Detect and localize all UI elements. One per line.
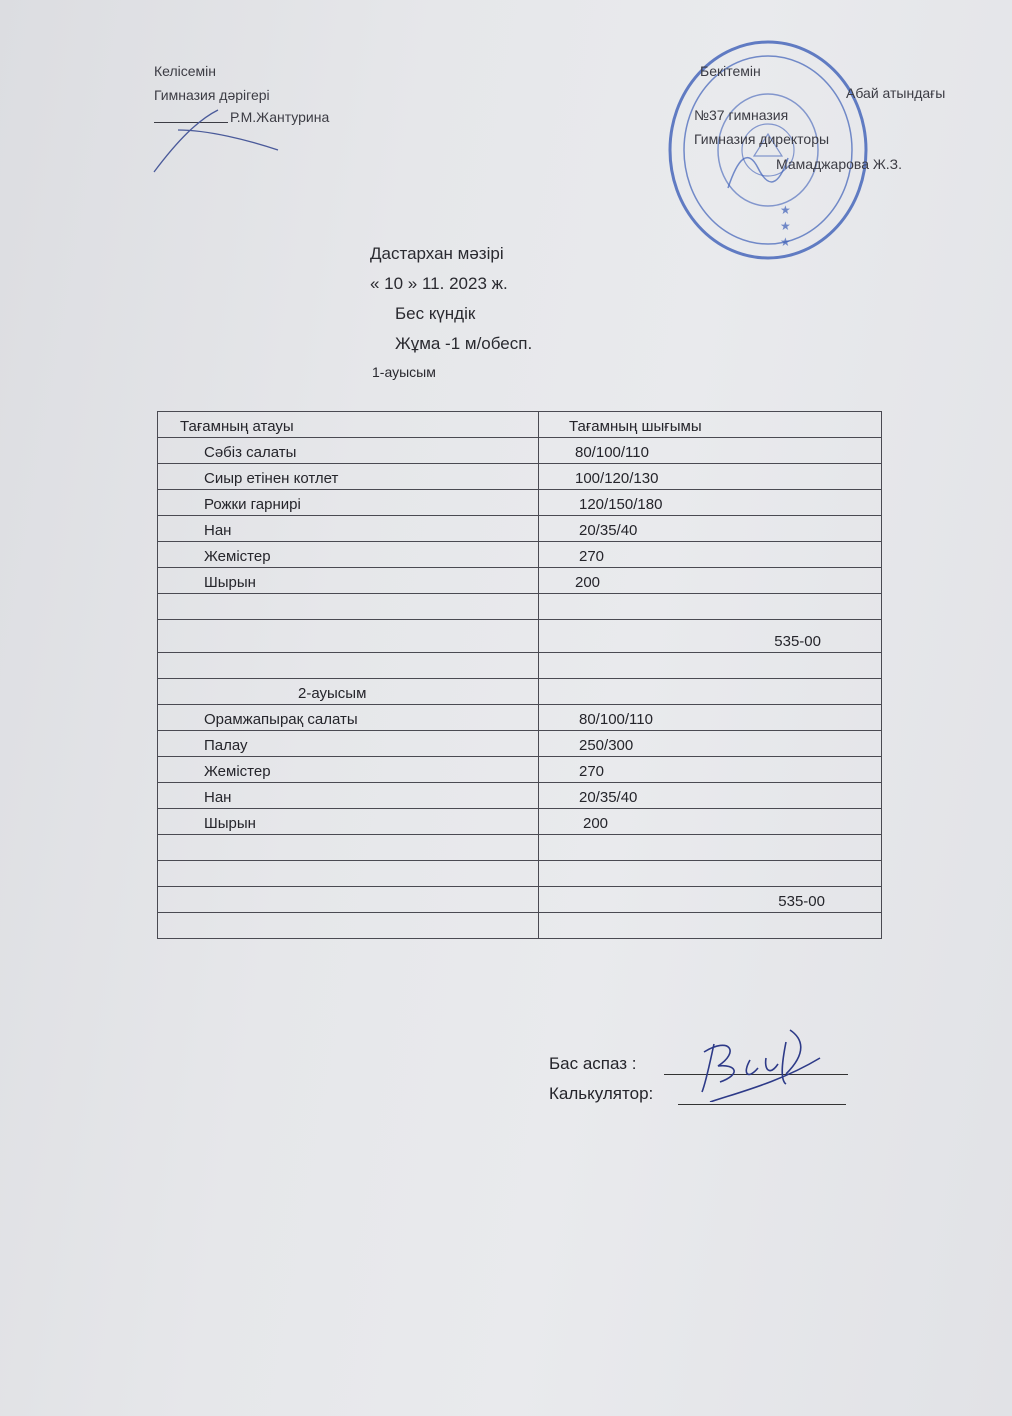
table-row: Нан 20/35/40: [158, 783, 882, 809]
chef-label: Бас аспаз :: [549, 1054, 637, 1073]
table-row: Сәбіз салаты 80/100/110: [158, 438, 882, 464]
header-name: Тағамның атауы: [158, 412, 539, 438]
table-row-empty: [158, 913, 882, 939]
menu-day: Жұма -1 м/обесп.: [395, 334, 533, 353]
approval-right-line4: Гимназия директоры: [694, 131, 830, 147]
svg-text:★: ★: [780, 235, 791, 249]
calculator-signature-line: [678, 1104, 846, 1105]
menu-period: Бес күндік: [395, 304, 476, 323]
table-row-empty: [158, 594, 882, 620]
table-row-total: [158, 620, 882, 653]
table-row: Палау 250/300: [158, 731, 882, 757]
table-row-total: [158, 887, 882, 913]
shift1-label: 1-ауысым: [372, 364, 436, 380]
menu-date: « 10 » 11. 2023 ж.: [370, 274, 508, 293]
chef-signature-icon: [690, 1022, 830, 1102]
table-row: Орамжапырақ салаты 80/100/110: [158, 705, 882, 731]
approval-left-line3: Р.М.Жантурина: [230, 109, 330, 125]
table-row: Жемістер 270: [158, 542, 882, 568]
shift2-total: 535-00: [778, 893, 825, 910]
approval-left-line1: Келісемін: [154, 63, 217, 79]
table-row: Сиыр етінен котлет 100/120/130: [158, 464, 882, 490]
shift2-label: 2-ауысым: [298, 685, 367, 702]
table-row: Рожки гарнирі 120/150/180: [158, 490, 882, 516]
menu-title: Дастархан мәзірі: [370, 244, 504, 263]
approval-right-line5: Мамаджарова Ж.З.: [776, 156, 903, 172]
header-yield: Тағамның шығымы: [539, 412, 882, 438]
table-row-empty: [158, 835, 882, 861]
table-row: Нан 20/35/40: [158, 516, 882, 542]
table-row-shift2: [158, 679, 882, 705]
approval-right-line1: Бекітемін: [700, 63, 761, 79]
svg-text:★: ★: [780, 203, 791, 217]
calculator-label: Калькулятор:: [549, 1084, 654, 1103]
table-row: Шырын 200: [158, 809, 882, 835]
doctor-signature-icon: [148, 100, 288, 180]
table-row-empty: [158, 653, 882, 679]
approval-right-line3: №37 гимназия: [694, 107, 789, 123]
shift1-total: 535-00: [774, 633, 821, 650]
table-row: Жемістер 270: [158, 757, 882, 783]
menu-table: [157, 411, 882, 939]
official-stamp-icon: [668, 38, 868, 263]
table-row-empty: [158, 861, 882, 887]
table-row: Шырын 200: [158, 568, 882, 594]
table-header-row: [158, 412, 882, 438]
approval-left-line2: Гимназия дәрігері: [154, 87, 270, 103]
svg-text:★: ★: [780, 219, 791, 233]
approval-right-line2: Абай атындағы: [846, 85, 946, 101]
